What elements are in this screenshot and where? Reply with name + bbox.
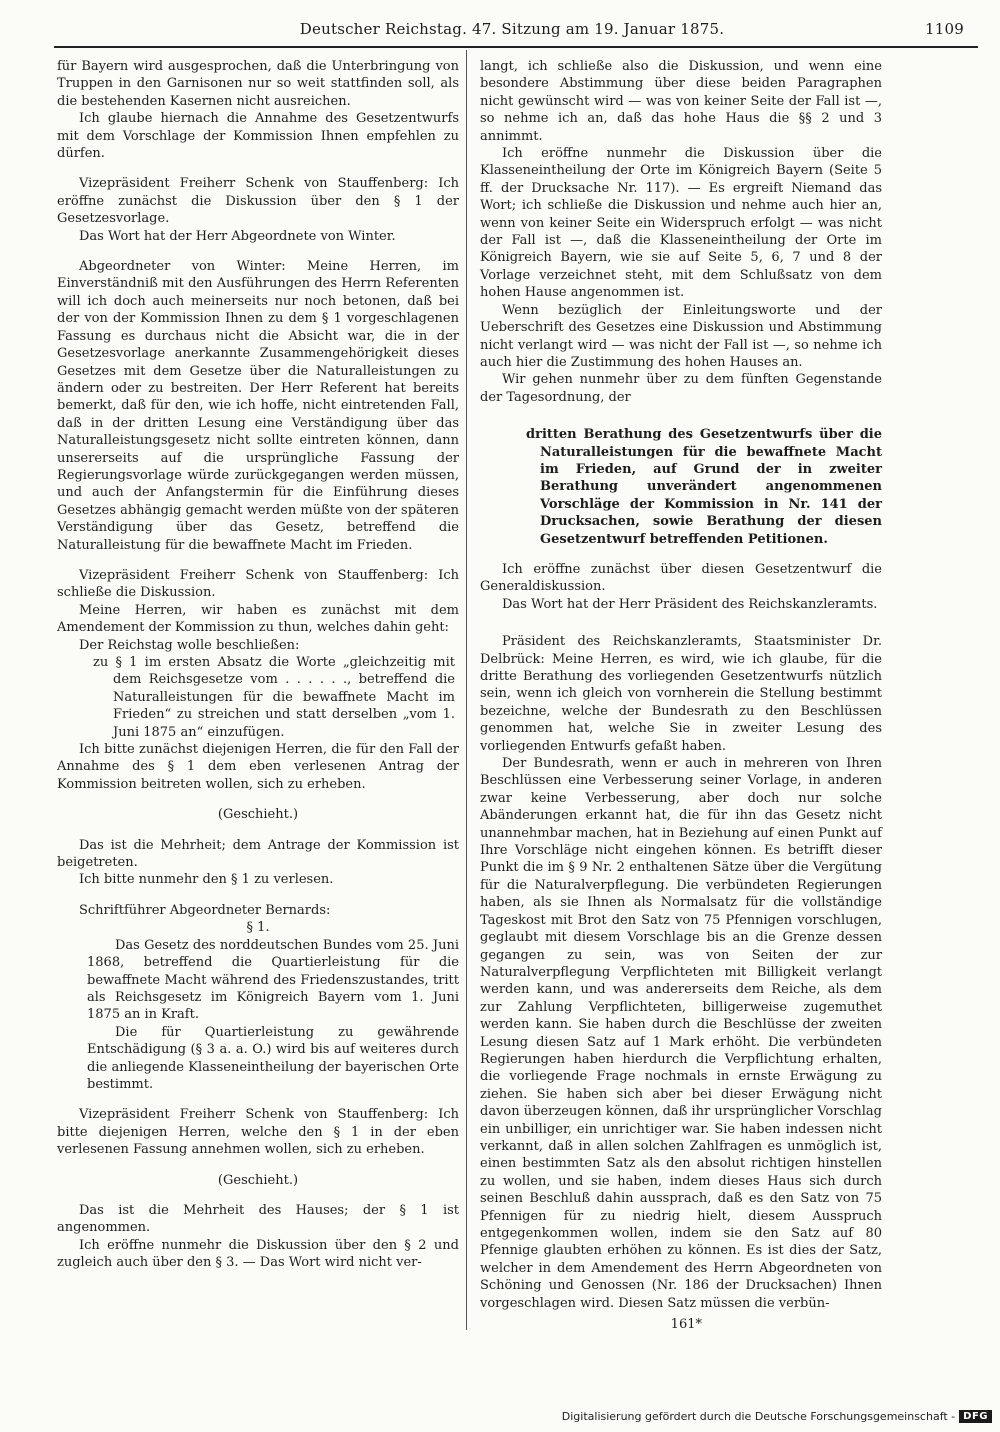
speaker-paragraph: Vizepräsident Freiherr Schenk von Stauffenberg: Ich schließe die Diskussion. xyxy=(57,567,459,601)
paragraph: Wir gehen nunmehr über zu dem fünften Gegenstande der Tagesordnung, der xyxy=(480,372,882,405)
section-heading: § 1. xyxy=(246,920,270,936)
running-header xyxy=(54,18,970,42)
stage-direction: (Geschieht.) xyxy=(217,807,299,823)
paragraph: Wenn bezüglich der Einleitungsworte und der Ueberschrift des Gesetzes eine Diskussion und Abstimmung nicht verlangt wird — was nicht der Fall ist —, so nehme ich auch hier die Zustimmung des hohen Hauses an. xyxy=(480,302,882,370)
speaker-paragraph: Abgeordneter von Winter: Meine Herren, im Einverständniß mit den Ausführungen des Herrn Referenten will ich doch auch meinerseits nur noch betonen, daß bei der von der Kommission Ihnen zu dem § 1 vorgeschlagenen Fassung es durchaus nicht die Absicht war, die in der Gesetzesvorlage anerkannte Zusammengehörigkeit dieses Gesetzes mit dem Gesetze über die Naturalleistungen zu ändern oder zu bestreiten. Der Herr Referent hat bereits bemerkt, daß für den, wie ich hoffe, nicht eintretenden Fall, daß in der dritten Lesung eine Verständigung über das Naturalleistungsgesetz nicht sollte eintreten können, dann unsererseits auf die ursprüngliche Fassung der Regierungsvorlage würde zurückgegangen werden müssen, und auch der Anfangstermin für die Einführung dieses Gesetzes abhängig gemacht werden müßte von der späteren Verständigung über das Gesetz, betreffend die Naturalleistung für die bewaffnete Macht im Frieden. xyxy=(57,259,459,553)
paragraph: langt, ich schließe also die Diskussion, und wenn eine besondere Abstimmung über diese beiden Paragraphen nicht gewünscht wird — was von keiner Seite der Fall ist —, so nehme ich an, daß das hohe Haus die §§ 2 und 3 annimmt. xyxy=(480,59,882,144)
speaker-paragraph: Vizepräsident Freiherr Schenk von Stauffenberg: Ich eröffne zunächst die Diskussion über den § 1 der Gesetzesvorlage. xyxy=(57,176,459,227)
paragraph: Das ist die Mehrheit; dem Antrage der Kommission ist beigetreten. xyxy=(57,837,459,871)
paragraph: Das Wort hat der Herr Präsident des Reichskanzleramts. xyxy=(502,596,878,612)
paragraph: Ich bitte zunächst diejenigen Herren, die für den Fall der Annahme des § 1 dem eben verlesenen Antrag der Kommission beitreten wollen, sich zu erheben. xyxy=(57,742,459,792)
speaker-paragraph: Präsident des Reichskanzleramts, Staatsminister Dr. Delbrück: Meine Herren, es wird, wie ich glaube, für die dritte Berathung des vorliegenden Gesetzentwurfs nützlich sein, wenn ich gleich von vornherein die Stellung bestimmt bezeichne, welche der Bundesrath zu den Beschlüssen genommen hat, welche Sie in zweiter Lesung des vorliegenden Entwurfs gefaßt haben. xyxy=(480,634,882,754)
header-title: Deutscher Reichstag. 47. Sitzung am 19. Januar 1875. xyxy=(299,20,725,38)
paragraph: Das Wort hat der Herr Abgeordnete von Winter. xyxy=(79,228,396,244)
law-text: Das Gesetz des norddeutschen Bundes vom 25. Juni 1868, betreffend die Quartierleistung für die bewaffnete Macht während des Friedenszustandes, tritt als Reichsgesetz im Königreich Bayern vom 1. Juni 1875 an in Kraft. xyxy=(87,937,459,1023)
speaker-paragraph: Schriftführer Abgeordneter Bernards: xyxy=(79,902,331,918)
page-number: 1109 xyxy=(925,20,964,38)
speaker-paragraph: Vizepräsident Freiherr Schenk von Stauffenberg: Ich bitte diejenigen Herren, welche den § 1 in der eben verlesenen Fassung annehmen wollen, sich zu erheben. xyxy=(57,1107,459,1158)
agenda-item: dritten Berathung des Gesetzentwurfs über die Naturalleistungen für die bewaffnete Macht im Frieden, auf Grund der in zweiter Berathung unverändert angenommenen Vorschläge der Kommission in Nr. 141 der Drucksachen, sowie Berathung der diesen Gesetzentwurf betreffenden Petitionen. xyxy=(526,427,882,547)
paragraph: Das ist die Mehrheit des Hauses; der § 1 ist angenommen. xyxy=(57,1202,459,1236)
law-text: Die für Quartierleistung zu gewährende Entschädigung (§ 3 a. a. O.) wird bis auf weiteres durch die anliegende Klasseneintheilung der bayerischen Orte bestimmt. xyxy=(87,1024,459,1092)
paragraph: Ich bitte nunmehr den § 1 zu verlesen. xyxy=(79,872,334,888)
column-divider xyxy=(466,50,467,1330)
sheet-signature: 161* xyxy=(670,1317,702,1333)
paragraph: für Bayern wird ausgesprochen, daß die Unterbringung von Truppen in den Garnisonen nur so weit stattfinden soll, als die bestehenden Kasernen nicht ausreichen. xyxy=(57,59,459,109)
header-rule xyxy=(54,46,978,48)
motion-text: zu § 1 im ersten Absatz die Worte „gleichzeitig mit dem Reichsgesetze vom . . . . . ., betreffend die Naturalleistungen für die bewaffnete Macht im Frieden“ zu streichen und statt derselben „vom 1. Juni 1875 an“ einzufügen. xyxy=(93,655,455,740)
paragraph: Der Reichstag wolle beschließen: xyxy=(79,637,300,653)
stage-direction: (Geschieht.) xyxy=(217,1172,299,1188)
paragraph: Ich eröffne nunmehr die Diskussion über den § 2 und zugleich auch über den § 3. — Das Wort wird nicht ver- xyxy=(57,1237,459,1271)
left-column xyxy=(57,58,459,1272)
dfg-logo: DFG xyxy=(959,1410,992,1423)
paragraph: Ich eröffne zunächst über diesen Gesetzentwurf die Generaldiskussion. xyxy=(480,561,882,595)
paragraph: Meine Herren, wir haben es zunächst mit dem Amendement der Kommission zu thun, welches dahin geht: xyxy=(57,602,459,636)
paragraph: Der Bundesrath, wenn er auch in mehreren von Ihren Beschlüssen eine Verbesserung seiner Vorlage, in anderen zwar keine Verbesserung, aber doch nur solche Abänderungen erkannt hat, die für ihn das Gesetz nicht unannehmbar machen, hat in Beziehung auf einen Punkt auf Ihre Vorschläge nicht eingehen können. Es betrifft dieser Punkt die im § 9 Nr. 2 enthaltenen Sätze über die Vergütung für die Naturalverpflegung. Die verbündeten Regierungen haben, als sie Ihnen als Normalsatz für die vollständige Tageskost mit Brot den Satz von 75 Pfennigen vorschlugen, geglaubt mit diesem Vorschlage bis an die Grenze dessen gegangen zu sein, was von Seiten der zur Naturalverpflegung Verpflichteten mit Billigkeit verlangt werden kann, und was andererseits dem Reiche, als dem zur Zahlung Verpflichteten, billigerweise zugemuthet werden kann. Sie haben durch die Beschlüsse der zweiten Lesung diesen Satz auf 1 Mark erhöht. Die verbündeten Regierungen haben hierdurch die Verpflichtung erhalten, die vorliegende Frage nochmals in ernste Erwägung zu ziehen. Sie haben sich aber bei dieser Erwägung nicht davon überzeugen können, daß ihr ursprünglicher Vorschlag ein unbilliger, ein unrichtiger war. Sie haben indessen nicht verkannt, daß in allen solchen Zahlfragen es unmöglich ist, einen bestimmten Satz als den absolut richtigen hinstellen zu wollen, und sie haben, indem dieses Haus sich durch seinen Beschluß dahin aussprach, daß es den Satz von 75 Pfennigen für zu niedrig hielt, diesem Ausspruch entgegenkommen wollen, indem sie den Satz auf 80 Pfennige glaubten erhöhen zu können. Es ist dies der Satz, welcher in dem Amendement des Herrn Abgeordneten von Schöning und Genossen (Nr. 186 der Drucksachen) Ihnen vorgeschlagen wird. Diesen Satz müssen die verbün- xyxy=(480,756,882,1311)
digitization-footer xyxy=(562,1408,992,1424)
footer-text: Digitalisierung gefördert durch die Deutsche Forschungsgemeinschaft - xyxy=(561,1409,956,1423)
paragraph: Ich eröffne nunmehr die Diskussion über die Klasseneintheilung der Orte im Königreich Bayern (Seite 5 ff. der Drucksache Nr. 117). — Es ergreift Niemand das Wort; ich schließe die Diskussion und nehme auch hier an, wenn von keiner Seite ein Widerspruch erfolgt — was nicht der Fall ist —, daß die Klasseneintheilung der Orte im Königreich Bayern, wie sie auf Seite 5, 6, 7 und 8 der Vorlage verzeichnet steht, mit dem Schlußsatz von dem hohen Hause angenommen ist. xyxy=(480,146,882,301)
paragraph: Ich glaube hiernach die Annahme des Gesetzentwurfs mit dem Vorschlage der Kommission Ihnen empfehlen zu dürfen. xyxy=(57,111,459,162)
right-column xyxy=(480,58,882,1333)
